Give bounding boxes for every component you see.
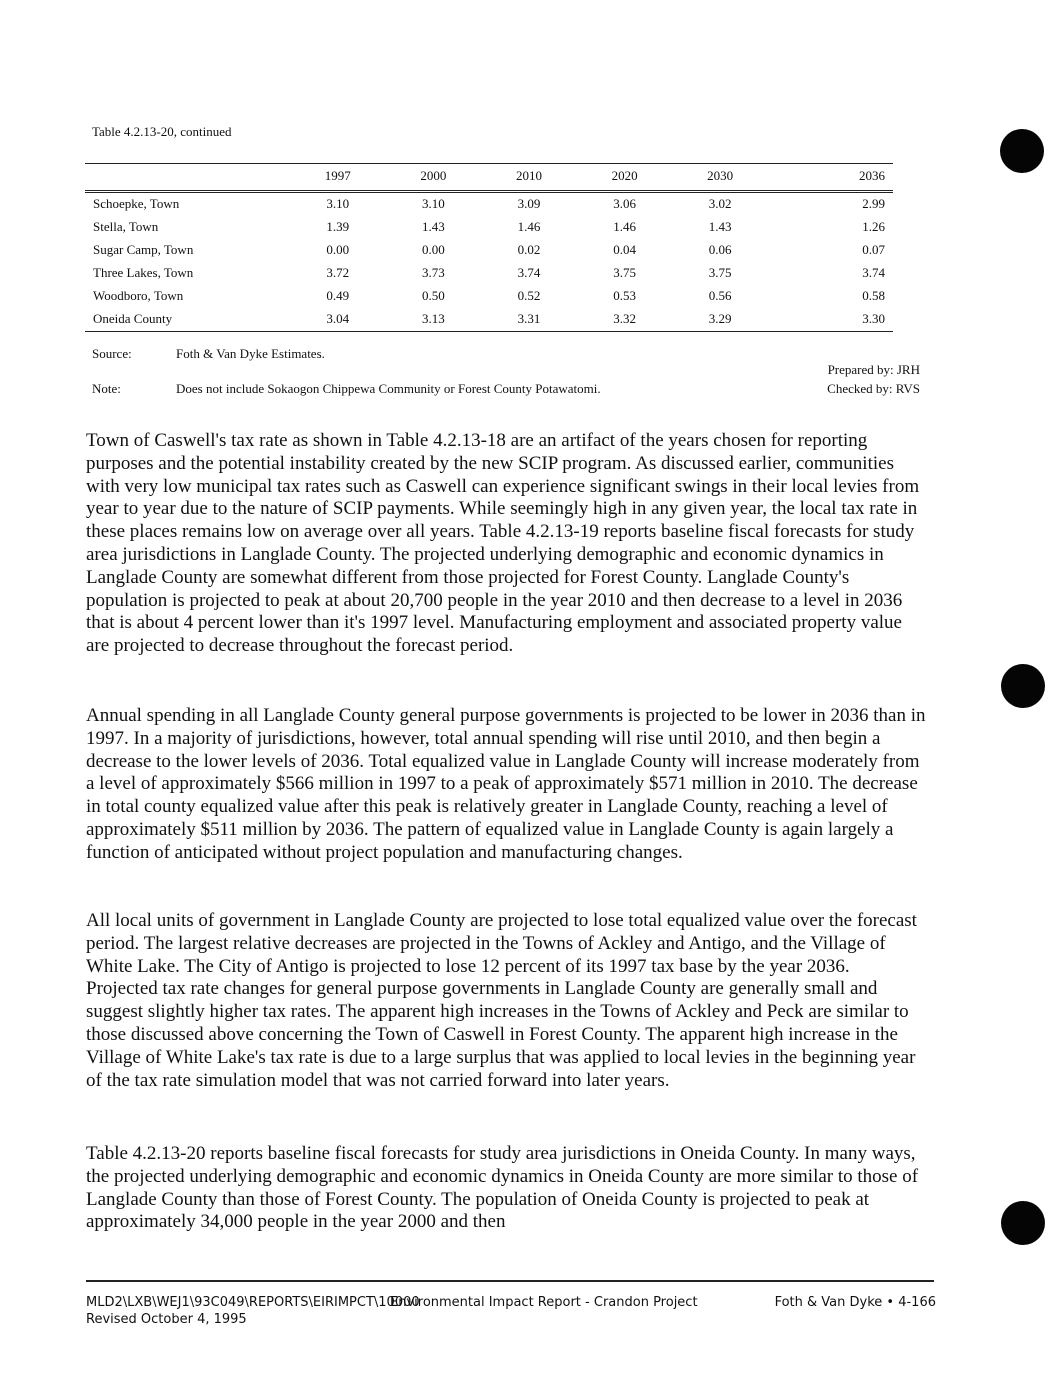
cell-value: 3.06 [613,196,636,211]
row-name: Stella, Town [93,219,159,234]
cell-value: 1.46 [517,219,541,234]
tax-rate-table [85,163,893,332]
prepared-checked-block [827,360,920,398]
column-header-2020: 2020 [577,164,673,192]
cell-value: 3.72 [326,265,350,280]
table-header-row [85,164,893,192]
table-row [85,285,893,308]
table-caption: Table 4.2.13-20, continued [92,124,232,139]
cell-value: 3.13 [386,308,482,332]
cell-value: 0.49 [326,288,350,303]
cell-value: 3.04 [290,308,386,332]
binder-hole-top [1000,129,1044,173]
cell-value: 2.99 [862,196,885,211]
cell-value: 0.00 [326,242,350,257]
prepared-by: Prepared by: JRH [827,362,920,377]
column-header-name [85,164,290,192]
table-row [85,192,893,217]
cell-value: 0.56 [708,288,732,303]
footer-path: MLD2\LXB\WEJ1\93C049\REPORTS\EIRIMPCT\10000 [86,1295,420,1310]
row-name: Schoepke, Town [93,196,180,211]
checked-by: Checked by: RVS [827,381,920,396]
cell-value: 1.39 [326,219,350,234]
column-header-2036: 2036 [768,164,893,192]
table-row [85,308,893,332]
footer-company-page: Foth & Van Dyke • 4-166 [774,1295,936,1310]
cell-value: 3.74 [862,265,885,280]
cell-value: 1.43 [708,219,732,234]
cell-value: 3.10 [422,196,445,211]
cell-value: 3.31 [481,308,577,332]
row-name: Oneida County [85,308,290,332]
column-header-1997: 1997 [290,164,386,192]
cell-value: 1.43 [422,219,445,234]
source-text: Foth & Van Dyke Estimates. [176,346,325,361]
source-label: Source: [92,346,132,361]
cell-value: 0.04 [613,242,636,257]
cell-value: 0.02 [517,242,541,257]
cell-value: 3.09 [517,196,541,211]
cell-value: 0.52 [517,288,541,303]
column-header-2000: 2000 [386,164,482,192]
row-name: Woodboro, Town [93,288,184,303]
paragraph-langlade-equalized-value: All local units of government in Langlade County are projected to lose total equalized value over the forecast period. The largest relative decreases are projected in the Towns of Ackley and Antigo, and the Village of White Lake. The City of Antigo is projected to lose 12 percent of its 1997 tax base by the year 2036. Projected tax rate changes for general purpose governments in Langlade County are generally small and suggest slightly higher tax rates. The apparent high increases in the Towns of Ackley and Peck are similar to those discussed above concerning the Town of Caswell in Forest County. The apparent high increase in the Village of White Lake's tax rate is due to a large surplus that was applied to local levies in the beginning year of the tax rate simulation model that was not carried forward into later years. [86,910,917,1091]
cell-value: 3.73 [422,265,445,280]
paragraph-caswell-tax-rate: Town of Caswell's tax rate as shown in Table 4.2.13-18 are an artifact of the years chosen for reporting purposes and the potential instability created by the new SCIP program. As discussed earlier, communities with very low municipal tax rates such as Caswell can experience significant swings in their local levies from year to year due to the nature of SCIP payments. While seemingly high in any given year, the local tax rate in these places remains low on average over all years. Table 4.2.13-19 reports baseline fiscal forecasts for study area jurisdictions in Langlade County. The projected underlying demographic and economic dynamics in Langlade County are somewhat different from those projected for Forest County. Langlade County's population is projected to peak at about 20,700 people in the year 2010 and then decrease to a level in 2036 that is about 4 percent lower than it's 1997 level. Manufacturing employment and associated property value are projected to decrease throughout the forecast period. [86,430,920,657]
cell-value: 0.50 [422,288,445,303]
cell-value: 3.10 [326,196,350,211]
binder-hole-bottom [1001,1201,1045,1245]
table-row [85,262,893,285]
cell-value: 1.26 [862,219,885,234]
footer-revised-date: Revised October 4, 1995 [86,1312,247,1327]
cell-value: 1.46 [613,219,636,234]
cell-value: 3.75 [708,265,732,280]
footer-divider [86,1280,934,1282]
paragraph-langlade-spending: Annual spending in all Langlade County general purpose governments is projected to be lower in 2036 than in 1997. In a majority of jurisdictions, however, total annual spending will rise until 2010, and then begin a decrease to the lower levels of 2036. Total equalized value in Langlade County will increase moderately from a level of approximately $566 million in 1997 to a peak of approximately $571 million in 2010. The decrease in total county equalized value after this peak is relatively greater in Langlade County, reaching a level of approximately $511 million by 2036. The pattern of equalized value in Langlade County is again largely a function of anticipated without project population and manufacturing changes. [86,705,926,863]
cell-value: 3.74 [517,265,541,280]
paragraph-oneida-forecast: Table 4.2.13-20 reports baseline fiscal forecasts for study area jurisdictions in Oneida County. In many ways, the projected underlying demographic and economic dynamics in Oneida County are more similar to those of Langlade County than those of Forest County. The population of Oneida County is projected to peak at approximately 34,000 people in the year 2000 and then [86,1143,919,1233]
cell-value: 3.75 [613,265,636,280]
footer-report-title: Environmental Impact Report - Crandon Project [390,1295,698,1310]
table-row [85,216,893,239]
cell-value: 0.07 [862,242,885,257]
cell-value: 0.53 [613,288,636,303]
cell-value: 3.29 [672,308,768,332]
column-header-2010: 2010 [481,164,577,192]
cell-value: 0.06 [708,242,732,257]
cell-value: 0.00 [422,242,445,257]
table-row [85,239,893,262]
binder-hole-middle [1001,664,1045,708]
cell-value: 0.58 [862,288,885,303]
cell-value: 3.02 [708,196,732,211]
column-header-2030: 2030 [672,164,768,192]
cell-value: 3.30 [768,308,893,332]
note-text: Does not include Sokaogon Chippewa Community or Forest County Potawatomi. [176,381,601,396]
cell-value: 3.32 [577,308,673,332]
note-label: Note: [92,381,121,396]
row-name: Sugar Camp, Town [93,242,194,257]
row-name: Three Lakes, Town [93,265,194,280]
